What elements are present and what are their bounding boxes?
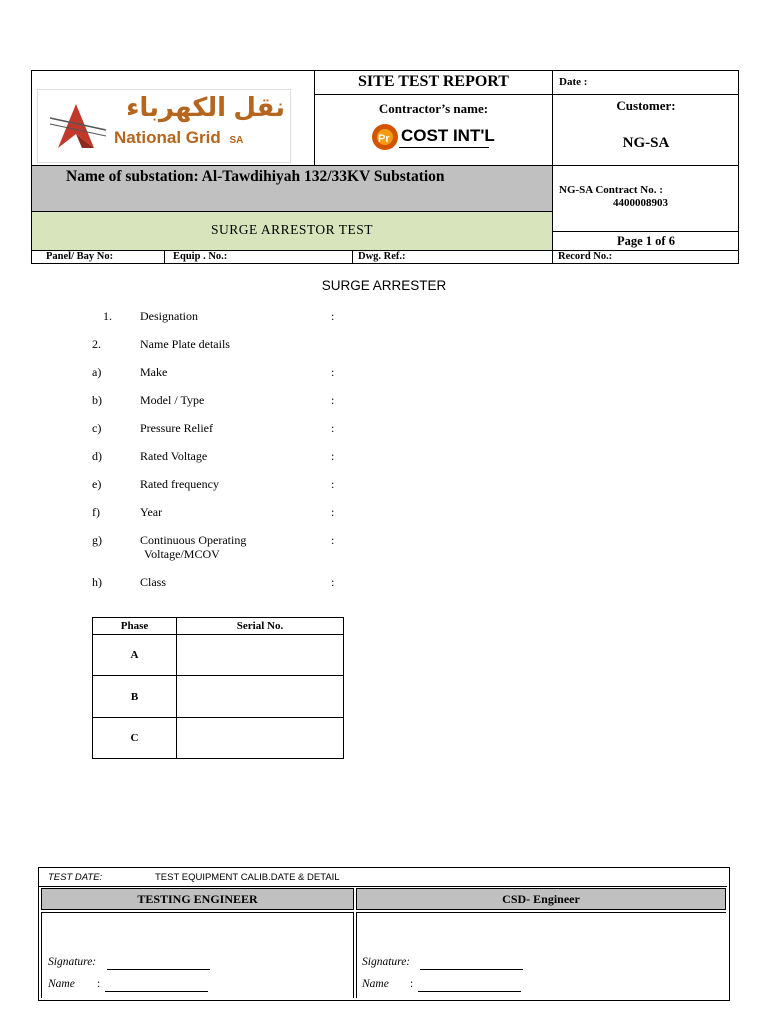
signature-line[interactable] xyxy=(420,969,523,970)
phase-cell: A xyxy=(93,635,177,676)
contractor-underline xyxy=(399,147,489,148)
csd-engineer-label: CSD- Engineer xyxy=(502,892,580,906)
test-equipment-label: TEST EQUIPMENT CALIB.DATE & DETAIL xyxy=(155,872,340,883)
customer-value: NG-SA xyxy=(622,135,670,151)
serial-cell[interactable] xyxy=(177,718,344,759)
logo-cell xyxy=(32,71,315,165)
table-row xyxy=(93,718,344,759)
field-colon: : xyxy=(331,477,335,491)
date-label: Date : xyxy=(559,76,588,88)
field-colon: : xyxy=(331,533,335,547)
field-number: d) xyxy=(92,449,102,463)
signature-line[interactable] xyxy=(107,969,210,970)
serial-cell[interactable] xyxy=(177,676,344,718)
contract-label: NG-SA Contract No. : xyxy=(559,184,663,196)
testing-engineer-header xyxy=(41,888,354,910)
field-label: Rated frequency xyxy=(140,477,219,491)
signature-label: Signature: xyxy=(362,956,411,968)
field-colon: : xyxy=(331,365,335,379)
logo-suffix: SA xyxy=(229,135,244,146)
contractor-cell xyxy=(315,95,553,165)
title-cell xyxy=(315,71,553,95)
field-label: Class xyxy=(140,575,167,589)
field-label: Pressure Relief xyxy=(140,421,213,435)
field-label: Make xyxy=(140,365,168,379)
svg-text:Pr: Pr xyxy=(378,133,390,145)
phase-header: Phase xyxy=(93,618,177,635)
field-colon: : xyxy=(331,309,335,323)
field-number: 1. xyxy=(103,309,112,323)
testing-engineer-label: TESTING ENGINEER xyxy=(137,892,258,906)
equip-label: Equip . No.: xyxy=(173,251,228,262)
test-date-label: TEST DATE: xyxy=(48,872,103,883)
phase-cell: B xyxy=(93,676,177,718)
signature-label: Signature: xyxy=(48,956,97,968)
grid-triangle-icon xyxy=(48,100,108,152)
dwg-cell xyxy=(353,251,553,264)
customer-label: Customer: xyxy=(616,98,676,113)
test-date-row xyxy=(39,868,727,887)
national-grid-logo xyxy=(37,89,291,163)
field-colon: : xyxy=(331,393,335,407)
record-cell xyxy=(553,251,739,264)
name-colon: : xyxy=(410,978,414,990)
field-number: f) xyxy=(92,505,100,519)
name-line[interactable] xyxy=(418,991,521,992)
panel-label: Panel/ Bay No: xyxy=(46,251,114,262)
field-label: Name Plate details xyxy=(140,337,230,351)
phase-table-header xyxy=(93,618,344,635)
field-colon: : xyxy=(331,449,335,463)
contractor-label: Contractor’s name: xyxy=(378,101,489,116)
field-label: Model / Type xyxy=(140,393,205,407)
test-name-cell xyxy=(32,211,553,250)
substation-cell xyxy=(32,165,553,211)
serial-header: Serial No. xyxy=(177,618,344,635)
contract-value: 4400008903 xyxy=(613,197,668,209)
phase-cell: C xyxy=(93,718,177,759)
field-number: a) xyxy=(92,365,102,379)
testing-engineer-box xyxy=(41,912,354,998)
panel-cell xyxy=(32,251,165,264)
signature-footer xyxy=(38,867,730,1001)
field-label-continued: Voltage/MCOV xyxy=(144,547,220,561)
field-colon: : xyxy=(331,505,335,519)
field-number: b) xyxy=(92,393,102,407)
page-cell xyxy=(553,231,739,250)
dwg-label: Dwg. Ref.: xyxy=(358,251,406,262)
field-label: Rated Voltage xyxy=(140,449,208,463)
phase-table xyxy=(92,617,344,759)
report-title: SITE TEST REPORT xyxy=(358,73,509,90)
csd-engineer-header xyxy=(356,888,726,910)
test-name: SURGE ARRESTOR TEST xyxy=(210,222,374,237)
section-title: SURGE ARRESTER xyxy=(321,278,447,293)
serial-cell[interactable] xyxy=(177,635,344,676)
table-row xyxy=(93,635,344,676)
field-number: g) xyxy=(92,533,102,547)
table-row xyxy=(93,676,344,718)
field-number: e) xyxy=(92,477,102,491)
contractor-name: COST INT'L xyxy=(401,126,495,145)
logo-brand: National Grid xyxy=(114,128,221,147)
report-header xyxy=(31,70,739,264)
field-colon: : xyxy=(331,575,335,589)
logo-arabic-text: نقل الكهرباء xyxy=(126,92,285,122)
csd-engineer-box xyxy=(356,912,726,998)
equip-cell xyxy=(165,251,353,264)
name-label: Name xyxy=(48,978,75,990)
field-colon: : xyxy=(331,421,335,435)
field-number: c) xyxy=(92,421,102,435)
name-colon: : xyxy=(97,978,101,990)
substation-name: Name of substation: Al-Tawdihiyah 132/33KV Substation xyxy=(66,168,445,185)
name-line[interactable] xyxy=(105,991,208,992)
cost-logo-icon xyxy=(371,123,399,151)
field-label: Designation xyxy=(140,309,198,323)
contract-cell xyxy=(553,165,739,231)
field-label: Continuous Operating xyxy=(140,533,247,547)
date-cell xyxy=(553,71,739,95)
field-number: h) xyxy=(92,575,102,589)
labels-row xyxy=(32,250,739,264)
name-label: Name xyxy=(362,978,389,990)
logo-brand-name xyxy=(114,128,243,148)
field-label: Year xyxy=(140,505,163,519)
page-number: Page 1 of 6 xyxy=(617,234,675,248)
field-number: 2. xyxy=(92,337,101,351)
record-label: Record No.: xyxy=(558,251,613,262)
customer-cell xyxy=(553,95,739,165)
